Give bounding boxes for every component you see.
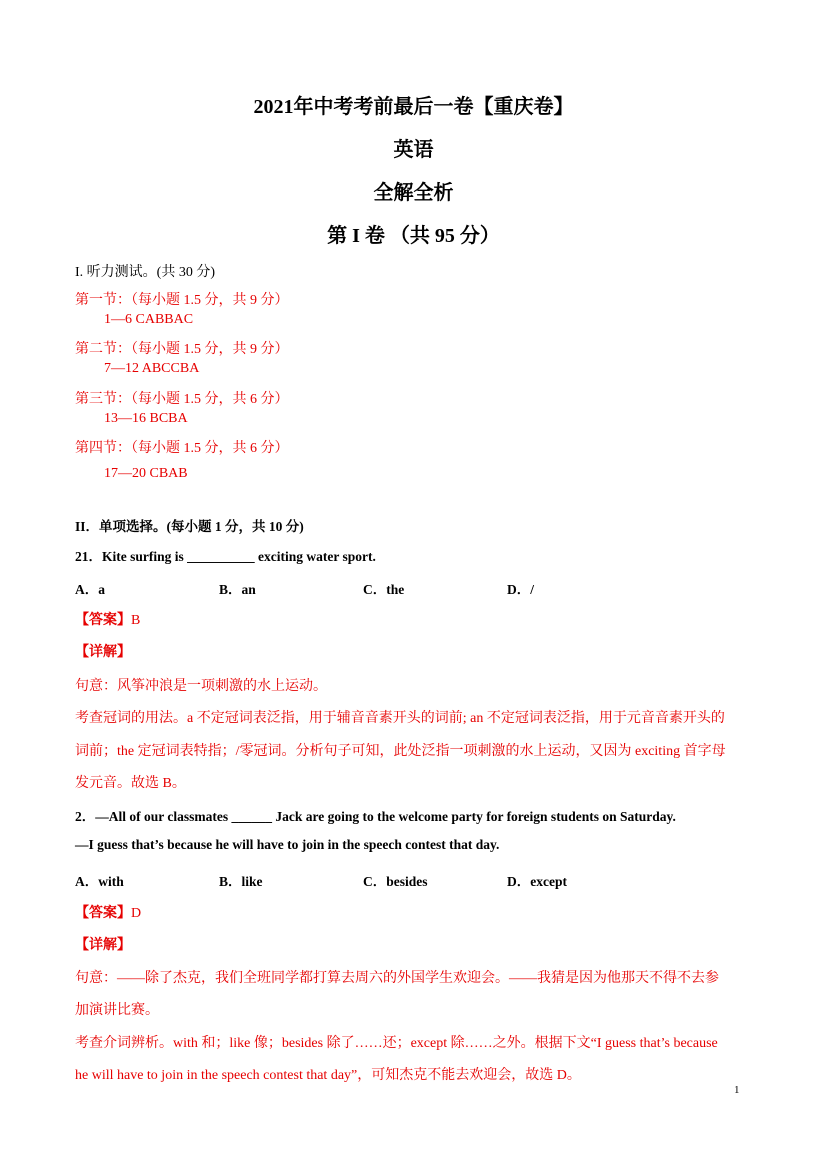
page-number: 1 (734, 1084, 740, 1096)
question-21-option-b: B．an (219, 582, 256, 597)
question-2-explanation-line-4: he will have to join in the speech contest that day”，可知杰克不能去欢迎会，故选 D。 (75, 1068, 581, 1083)
listening-section-1-label: 第一节：（每小题 1.5 分，共 9 分） (75, 293, 289, 308)
listening-heading: I. 听力测试。(共 30 分) (75, 265, 215, 280)
question-21-explanation-line-3: 词前；the 定冠词表特指；/零冠词。分析句子可知，此处泛指一项刺激的水上运动，又因为 exciting 首字母 (75, 744, 726, 759)
question-2-explanation-line-2: 加演讲比赛。 (75, 1003, 159, 1018)
question-2-option-c: C．besides (363, 874, 428, 889)
part-title: 第 I 卷 （共 95 分） (327, 225, 500, 247)
question-21-explanation-line-4: 发元音。故选 B。 (75, 776, 186, 791)
question-2-stem-reply: —I guess that’s because he will have to join in the speech contest that day. (75, 837, 500, 852)
subject-title: 英语 (393, 139, 434, 161)
subtitle: 全解全析 (373, 182, 454, 204)
listening-section-1-answers: 1—6 CABBAC (104, 312, 194, 327)
answer-value: B (131, 613, 141, 628)
question-2-stem: 2．—All of our classmates ______ Jack are going to the welcome party for foreign students on Saturday. (75, 809, 676, 824)
listening-section-4-answers: 17—20 CBAB (104, 466, 188, 481)
question-2-option-a: A．with (75, 874, 124, 889)
question-21-detail-label: 【详解】 (75, 645, 131, 660)
listening-section-4-label: 第四节：（每小题 1.5 分，共 6 分） (75, 441, 289, 456)
document-title: 2021年中考考前最后一卷【重庆卷】 (253, 96, 574, 118)
answer-value: D (131, 906, 142, 921)
single-choice-heading: II．单项选择。(每小题 1 分，共 10 分) (75, 519, 304, 534)
question-21-option-d: D．/ (507, 582, 534, 597)
question-2-answer (75, 902, 141, 922)
question-21-option-a: A．a (75, 582, 105, 597)
answer-label: 【答案】 (75, 613, 131, 628)
question-2-option-b: B．like (219, 874, 263, 889)
question-2-detail-label: 【详解】 (75, 938, 131, 953)
question-21-stem: 21．Kite surfing is __________ exciting water sport. (75, 549, 376, 564)
question-2-option-d: D．except (507, 874, 567, 889)
listening-section-2-label: 第二节：（每小题 1.5 分，共 9 分） (75, 342, 289, 357)
question-21-option-c: C．the (363, 582, 405, 597)
question-2-explanation-line-3: 考查介词辨析。with 和；like 像；besides 除了……还；except 除……之外。根据下文“I guess that’s because (75, 1036, 718, 1051)
answer-label: 【答案】 (75, 906, 131, 921)
listening-section-3-label: 第三节：（每小题 1.5 分，共 6 分） (75, 392, 289, 407)
question-21-answer (75, 609, 140, 629)
listening-section-3-answers: 13—16 BCBA (104, 411, 188, 426)
question-2-explanation-line-1: 句意：——除了杰克，我们全班同学都打算去周六的外国学生欢迎会。——我猜是因为他那天不得不去参 (75, 971, 719, 986)
question-21-explanation-line-2: 考查冠词的用法。a 不定冠词表泛指，用于辅音音素开头的词前; an 不定冠词表泛指，用于元音音素开头的 (75, 711, 725, 726)
listening-section-2-answers: 7—12 ABCCBA (104, 361, 200, 376)
question-21-explanation-line-1: 句意：风筝冲浪是一项刺激的水上运动。 (75, 679, 327, 694)
